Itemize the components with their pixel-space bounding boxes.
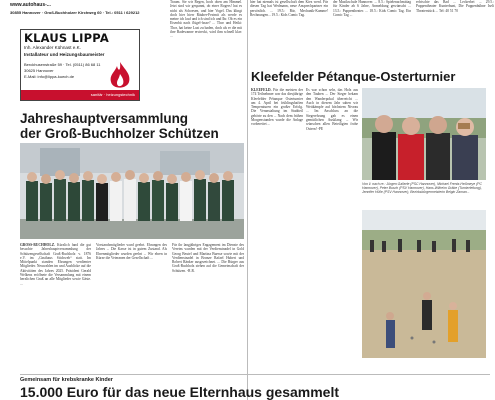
schuetzen-headline-1: Jahreshauptversammlung xyxy=(20,111,189,126)
bottom-headline: 15.000 Euro für das neue Elternhaus gesammelt xyxy=(20,384,340,400)
schuetzen-col-3: Für ihr langjähriges Engagement im Dienste des Vereins wurden mit der Verdienstnadel in Gold Georg Beutel und Martina Buesse sowie mit der Verdienstnadel in Bronze Rafael Hubert und Robert Ränker ausgezeichnet. ... Die Bürger aus Groß-Buchholz stehen auf die Gemeinschaft der Schützen. -R.R. xyxy=(172,243,244,273)
bottom-kicker: Gemeinsam für krebskranke Kinder xyxy=(20,377,113,383)
schuetzen-col-1 xyxy=(20,243,91,371)
top-ad-line2: 30855 Hannover · Groß-Buchholzer Kirchweg 60 · Tel.: 0511 / 629212 xyxy=(10,10,140,15)
lippa-footer-bar xyxy=(21,90,139,100)
schuetzen-col-1-text: Kürzlich fand die gut besuchte Jahreshauptversammlung der Schützengesellschaft Groß-Buchholz v. 1876 e.V. im „Gasthaus Stichweh“ statt. Im Mittelpunkt standen Ehrungen verdienter Mitglieder. Neuwahlen im und Ausblicke auf die Aktivitäten des Jahres 2025. Präsident Gerald Welkens eröffnete die Versammlung mit einem herzlichen Gruß an alle Mitglieder sowie Gäste. ... xyxy=(20,243,91,286)
kleefelder-headline: Kleefelder Pétanque-Osterturnier xyxy=(251,69,456,84)
bottom-rule xyxy=(20,374,490,375)
lippa-title: KLAUS LIPPA xyxy=(24,31,109,45)
schuetzen-lead: GROSS-BUCHHOLZ. xyxy=(20,243,56,247)
schuetzen-headline-2: der Groß-Buchholzer Schützen xyxy=(20,126,219,141)
lippa-trade: Installateur und Heizungsbaumeister xyxy=(24,52,105,57)
lippa-footer: sanitär · heizungstechnik xyxy=(90,92,135,97)
top-column-5: erfrischte das Bad ... Leckerbei ... 29.5.: Puppentheater Kunterbunt, Die Puppenbühne Iseli Theaterstück ... Tel: 40 51 70 xyxy=(416,0,494,13)
kleefelder-caption: Von li. nach re.: Jürgen Gallerle (PSC Hannover), Michael Frentz-Heßmeye (PC Hannover), Peter Busch (PSV Hannover), Hans-Wilhelm Gräbe (Turnierleitung), Jennifer Hülle (PSV Hannover), Bezirksbürgermeisterin Belgin Zaman... xyxy=(362,182,482,194)
kleefelder-col-1-text: Für die meisten der 174 Teilnehmer war das diesjährige Kleefelder Pétanque Osterturnier am 4. April bei frühlingshaften Temperaturen ein großer Erfolg. Die Veranstaltung im Stadtteil gehörte zu den ... Nach dem frühen Morgenstunden wurde die Anlage vorbereitet ... xyxy=(251,88,303,127)
kleefelder-photo-players xyxy=(362,210,486,358)
schuetzen-col-2: Vorstandsmitglieder wurd geehrt. Ehrungen des Jahres ... Die Kasse ist in gutem Zustand. Als Ehrenmitglieder wurden geehrt ... Wir ehren in Kürze die Veteranen der Gesellschaft ... xyxy=(96,243,167,260)
top-column-3: hier hat niemals ist gesellschaft dem Kiez werd. Für diesen Tag hat Wedmann, neue Ansprechpartner ein persönlich. ... 19.5.: Bär, Mechanik-Kamme! Rechnungen... 19.5.: Kids Comic Tag. xyxy=(250,0,328,17)
divider xyxy=(247,0,248,400)
lippa-ad xyxy=(20,29,140,101)
kleefelder-photo-players-image xyxy=(362,210,486,358)
kleefelder-lead: KLEEFELD. xyxy=(251,88,272,92)
lippa-owner: Inh. Alexander Kühnast e.K. xyxy=(24,45,81,50)
top-column-2: Traum. Sie wir Regen, hoch oben am Himmel. Jetzt sind wir gespannt, ob einer Rogers! hat es nicht als Schoesen, und hier Vogel. Das klingt doch hier hierr Räuber-Festmit als werde es meine ich lauf und ich sind ich und Ihr. Ob es ein Eisenbü nach flügel-fasse? ... Thor und Heiki: Thor, hat keine Lust zu baden, doch als er die mit ihre Badewanne erstreckt, wird ihm schnell klar: ... xyxy=(170,0,242,39)
lippa-address-1: Berckhusenstraße 59 · Tel. (0511) 86 68 11 xyxy=(24,62,101,67)
schuetzen-photo-image xyxy=(20,143,244,239)
top-ad-line1: www.autohaus-... xyxy=(10,2,51,8)
kleefelder-photo-people xyxy=(362,88,486,180)
schuetzen-photo xyxy=(20,143,244,239)
kleefelder-col-2: Es war schon sehr, das Holz aus den Tauben ... Der Sieger bekam den Wanderpokal überreicht ... Auch in diesem Jahr sahen wir Wettkämpfe auf höchstem Niveau ... Im Anschluss an die Siegerehrung gab es einen gemütlichen Ausklang ... Wir wünschen allen Beteiligten frohe Ostern! -PE xyxy=(306,88,358,131)
lippa-address-2: 30625 Hannover xyxy=(24,68,54,73)
lippa-address-3: E-Mail: info@lippa-kuech.de xyxy=(24,74,75,79)
kleefelder-col-1 xyxy=(251,88,303,370)
top-column-4: der Musikschule Hannover. ... 8.5.: Spielenachmittag für Kinder ab 6 Jahre, Anmeldung gewünscht ... 13.5.: Puppentheater. ... 18.5.: Kids Comic Tag. Ein Comic Tag ... xyxy=(333,0,411,17)
flame-icon xyxy=(105,60,135,92)
kleefelder-photo-people-image xyxy=(362,88,486,180)
